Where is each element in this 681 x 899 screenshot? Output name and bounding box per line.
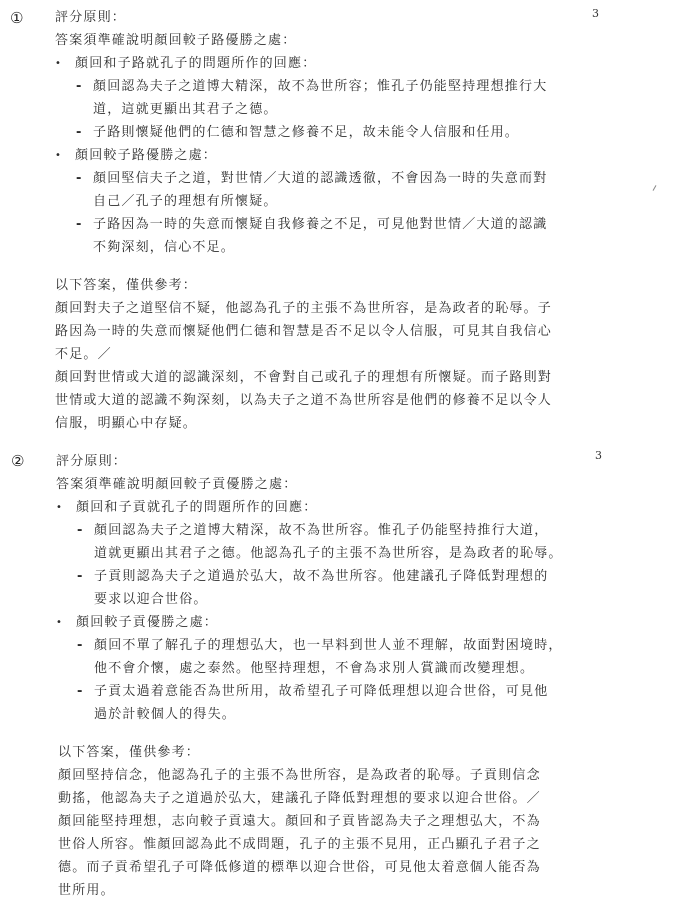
point-title-text: 顏回和子貢就孔子的問題所作的回應： xyxy=(76,500,318,515)
bullet-icon: • xyxy=(56,617,62,628)
dash-icon: - xyxy=(76,217,82,232)
reference-line: 顏回能堅持理想，志向較子貢遠大。顏回和子貢皆認為夫子之理想弘大，不為 xyxy=(58,814,541,829)
reference-line: 信服，明顯心中存疑。 xyxy=(55,416,198,431)
sub-point-text: 子路因為一時的失意而懷疑自我修養之不足，可見他對世情／大道的認識 xyxy=(93,217,548,232)
sub-point-text: 顏回堅信夫子之道，對世情／大道的認識透徹，不會因為一時的失意而對 xyxy=(93,171,548,186)
sub-point-continuation: 不夠深刻，信心不足。 xyxy=(93,240,236,255)
reference-heading: 以下答案，僅供參考： xyxy=(58,745,201,760)
sub-point-continuation: 他不會介懷，處之泰然。他堅持理想，不會為求別人賞識而改變理想。 xyxy=(94,661,535,676)
reference-line: 世俗人所容。惟顏回認為此不成問題，孔子的主張不見用，正凸顯孔子君子之 xyxy=(58,837,541,852)
reference-line: 路因為一時的失意而懷疑他們仁德和智慧是否不足以令人信服，可見其自我信心 xyxy=(55,324,553,339)
sub-point-continuation: 道就更顯出其君子之德。他認為孔子的主張不為世所容，是為政者的恥辱。 xyxy=(94,546,563,561)
dash-icon: - xyxy=(77,523,83,538)
reference-heading: 以下答案，僅供參考： xyxy=(55,278,198,293)
question-number-2: ② xyxy=(11,452,25,470)
sub-point-continuation: 要求以迎合世俗。 xyxy=(94,592,208,607)
scan-mark xyxy=(653,185,657,191)
reference-answer-2 xyxy=(58,745,541,899)
sub-point xyxy=(56,569,563,585)
criteria-heading: 評分原則： xyxy=(55,10,127,25)
point-title xyxy=(55,56,317,72)
reference-answer-1 xyxy=(55,278,552,432)
dash-icon: - xyxy=(76,125,82,140)
sub-point xyxy=(56,638,563,654)
sub-point-text: 子貢則認為夫子之道過於弘大，故不為世所容。他建議孔子降低對理想的 xyxy=(94,569,549,584)
criteria-heading: 評分原則： xyxy=(56,454,128,469)
dash-icon: - xyxy=(76,171,82,186)
criteria-section-2 xyxy=(56,454,563,723)
reference-line: 顏回堅持信念，他認為孔子的主張不為世所容，是為政者的恥辱。子貢則信念 xyxy=(58,768,541,783)
bullet-icon: • xyxy=(55,58,61,69)
marks-2: 3 xyxy=(595,449,602,462)
sub-point-continuation: 自己／孔子的理想有所懷疑。 xyxy=(93,194,278,209)
dash-icon: - xyxy=(77,684,83,699)
point-title-text: 顏回較子路優勝之處： xyxy=(75,148,218,163)
reference-line: 世情或大道的認識不夠深刻，以為夫子之道不為世所容是他們的修養不足以令人 xyxy=(55,393,553,408)
reference-line: 德。而子貢希望孔子可降低修道的標準以迎合世俗，可見他太着意個人能否為 xyxy=(58,860,541,875)
sub-point-text: 子貢太過着意能否為世所用，故希望孔子可降低理想以迎合世俗，可見他 xyxy=(94,684,549,699)
sub-point xyxy=(55,171,548,187)
requirement-text: 答案須準確說明顏回較子路優勝之處： xyxy=(55,33,297,48)
sub-point-continuation: 過於計較個人的得失。 xyxy=(94,707,237,722)
question-number-1: ① xyxy=(10,9,24,27)
point-title xyxy=(55,148,296,164)
dash-icon: - xyxy=(77,569,83,584)
bullet-icon: • xyxy=(56,502,62,513)
reference-line: 不足。／ xyxy=(55,347,112,362)
point-title-text: 顏回和子路就孔子的問題所作的回應： xyxy=(75,56,317,71)
sub-point xyxy=(56,523,563,539)
sub-point xyxy=(56,684,563,700)
sub-point-text: 顏回不單了解孔子的理想弘大，也一早料到世人並不理解，故面對困境時， xyxy=(94,638,563,653)
sub-point xyxy=(55,125,520,141)
bullet-icon: • xyxy=(55,150,61,161)
reference-line: 世所用。 xyxy=(58,883,115,898)
sub-point-text: 顏回認為夫子之道博大精深，故不為世所容。惟孔子仍能堅持推行大道， xyxy=(94,523,549,538)
criteria-section-1 xyxy=(55,10,548,256)
point-title xyxy=(56,615,563,631)
requirement-text: 答案須準確說明顏回較子貢優勝之處： xyxy=(56,477,298,492)
reference-line: 顏回對世情或大道的認識深刻，不會對自己或孔子的理想有所懷疑。而子路則對 xyxy=(55,370,553,385)
sub-point xyxy=(55,217,548,233)
reference-line: 顏回對夫子之道堅信不疑，他認為孔子的主張不為世所容，是為政者的恥辱。子 xyxy=(55,301,553,316)
sub-point-text: 顏回認為夫子之道博大精深，故不為世所容；惟孔子仍能堅持理想推行大 xyxy=(93,79,548,94)
point-title xyxy=(56,500,563,516)
marks-1: 3 xyxy=(592,7,599,20)
sub-point-continuation: 道，這就更顯出其君子之德。 xyxy=(93,102,278,117)
dash-icon: - xyxy=(76,79,82,94)
reference-line: 動搖，他認為夫子之道過於弘大，建議孔子降低對理想的要求以迎合世俗。／ xyxy=(58,791,541,806)
sub-point xyxy=(55,79,548,95)
dash-icon: - xyxy=(77,638,83,653)
point-title-text: 顏回較子貢優勝之處： xyxy=(76,615,219,630)
sub-point-text: 子路則懷疑他們的仁德和智慧之修養不足，故未能令人信服和任用。 xyxy=(93,125,520,140)
